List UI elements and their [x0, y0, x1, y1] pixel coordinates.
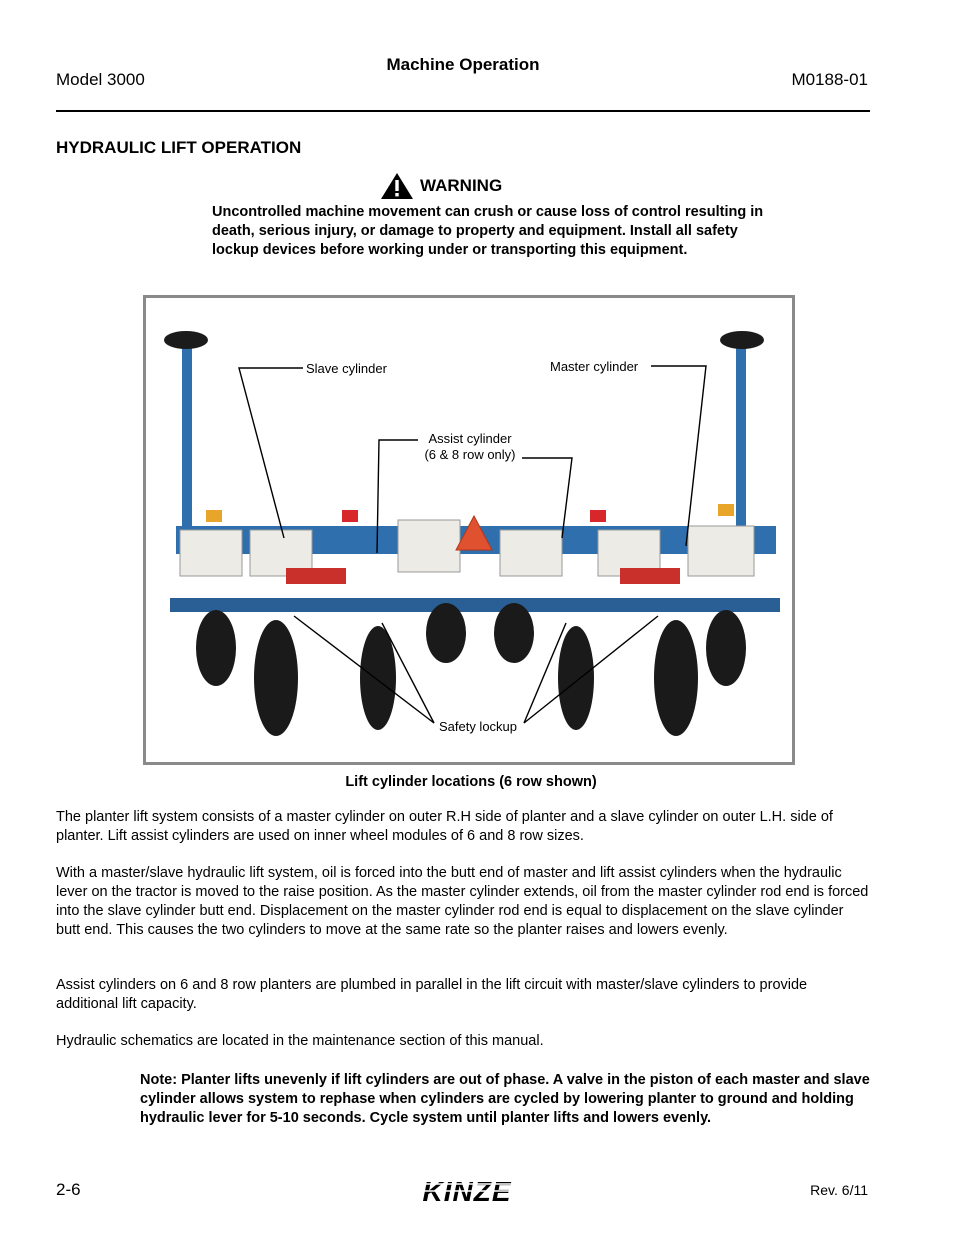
warning-text: Uncontrolled machine movement can crush or cause loss of control resulting in death, serious injury, or damage to property and equipment. Install all safety lockup devices before working under or transporting this equipment.: [212, 204, 764, 258]
header-doc-number: M0188-01: [791, 70, 868, 89]
label-safety-lockup: Safety lockup: [438, 719, 518, 734]
label-assist-rows: (6 & 8 row only): [424, 447, 516, 462]
left-marker-disc: [164, 331, 208, 349]
figure-caption: Lift cylinder locations (6 row shown): [345, 774, 597, 790]
paragraph-master-slave: With a master/slave hydraulic lift system, oil is forced into the butt end of master and lift assist cylinders when the hydraulic lever on the tractor is moved to the raise position. As the master cylinder extends, oil from the master cylinder rod end is forced into the slave cylinder butt end. Displacement on the master cylinder rod end is equal to displacement on the slave cylinder butt end. This causes the two cylinders to move at the same rate so the planter raises and lowers evenly.: [56, 865, 869, 938]
planter-illustration: [146, 298, 792, 762]
right-marker-arm: [736, 348, 746, 528]
planter-photo: [143, 295, 795, 765]
paragraph-schematics: Hydraulic schematics are located in the maintenance section of this manual.: [56, 1033, 544, 1049]
header-rule: [56, 110, 870, 112]
rephase-note: Note: Planter lifts unevenly if lift cylinders are out of phase. A valve in the piston of each master and slave cylinder allows system to rephase when cylinders are cycled by lowering planter to ground and holding hydraulic lever for 5-10 seconds. Cycle system until planter lifts and lowers evenly.: [140, 1072, 870, 1126]
section-title: HYDRAULIC LIFT OPERATION: [56, 138, 302, 157]
paragraph-assist-cylinders: Assist cylinders on 6 and 8 row planters are plumbed in parallel in the lift circuit with master/slave cylinders to provide additional lift capacity.: [56, 977, 808, 1012]
label-master-cylinder: Master cylinder: [550, 359, 639, 374]
right-marker-disc: [720, 331, 764, 349]
label-slave-cylinder: Slave cylinder: [306, 361, 387, 376]
revision: Rev. 6/11: [810, 1182, 868, 1198]
paragraph-lift-system: The planter lift system consists of a master cylinder on outer R.H side of planter and a slave cylinder on outer L.H. side of planter. Lift assist cylinders are used on inner wheel modules of 6 and 8 row sizes.: [56, 809, 833, 844]
page-number: 2-6: [56, 1180, 81, 1199]
label-assist-cylinder: Assist cylinder: [428, 431, 512, 446]
header-section: Machine Operation: [386, 55, 540, 74]
header-model: Model 3000: [56, 70, 145, 89]
warning-triangle-icon: [380, 172, 414, 200]
kinze-logo: [405, 1175, 529, 1212]
warning-heading: [380, 172, 502, 200]
svg-text:KINZE: KINZE: [422, 1176, 512, 1207]
left-marker-arm: [182, 348, 192, 528]
warning-title: WARNING: [420, 176, 503, 195]
lower-frame: [170, 598, 780, 612]
wheels: [196, 603, 746, 736]
